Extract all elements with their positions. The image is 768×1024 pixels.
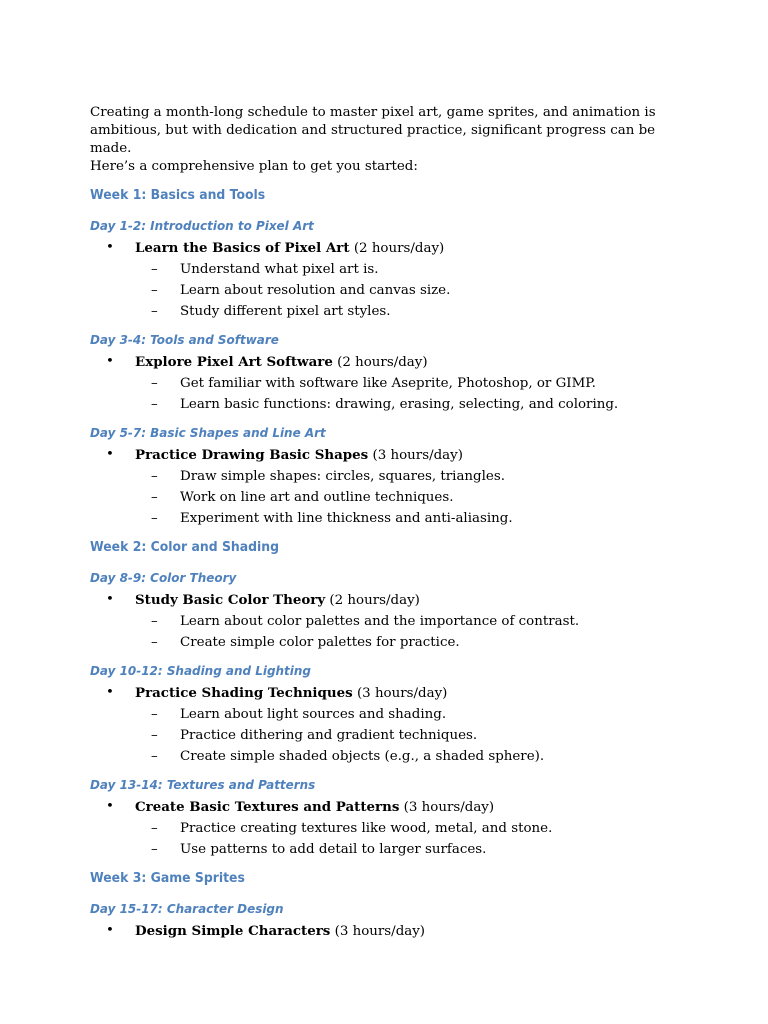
dash-icon: – — [151, 304, 158, 319]
day-heading: Day 3-4: Tools and Software — [90, 332, 279, 347]
sub-item — [90, 375, 690, 393]
task-hours: (3 hours/day) — [372, 448, 463, 463]
task-title: Learn the Basics of Pixel Art — [135, 240, 350, 256]
dash-icon: – — [151, 821, 158, 836]
sub-item-text: Work on line art and outline techniques. — [180, 490, 454, 505]
intro-paragraph — [90, 104, 690, 176]
task-hours: (2 hours/day) — [353, 241, 445, 256]
sub-item-text: Draw simple shapes: circles, squares, triangles. — [180, 469, 505, 484]
intro-line: Creating a month-long schedule to master pixel art, game sprites, and animation is — [90, 105, 656, 120]
task-hours: (3 hours/day) — [334, 924, 426, 939]
week-heading: Week 3: Game Sprites — [90, 870, 245, 886]
task-title: Practice Shading Techniques — [135, 685, 353, 701]
bullet-icon: • — [106, 799, 114, 814]
sub-item-text: Use patterns to add detail to larger surfaces. — [180, 842, 487, 857]
day-section — [90, 662, 690, 766]
document-page — [90, 104, 690, 941]
bullet-icon: • — [106, 240, 114, 255]
task-bullet — [90, 353, 690, 372]
day-section — [90, 217, 690, 321]
dash-icon: – — [151, 262, 158, 277]
dash-icon: – — [151, 614, 158, 629]
dash-icon: – — [151, 469, 158, 484]
day-section — [90, 569, 690, 652]
day-heading: Day 1-2: Introduction to Pixel Art — [90, 218, 314, 233]
sub-item — [90, 706, 690, 724]
day-heading: Day 5-7: Basic Shapes and Line Art — [90, 425, 326, 440]
bullet-icon: • — [106, 685, 114, 700]
sub-item-text: Create simple color palettes for practice. — [180, 635, 460, 650]
sub-item-text: Study different pixel art styles. — [180, 304, 391, 319]
dash-icon: – — [151, 283, 158, 298]
task-title: Explore Pixel Art Software — [135, 354, 333, 370]
task-bullet — [90, 446, 690, 465]
dash-icon: – — [151, 842, 158, 857]
task-title: Practice Drawing Basic Shapes — [135, 447, 369, 463]
sub-item-text: Understand what pixel art is. — [180, 262, 379, 277]
day-heading: Day 8-9: Color Theory — [90, 570, 237, 585]
task-bullet — [90, 798, 690, 817]
sub-item-text: Learn about light sources and shading. — [180, 707, 447, 722]
dash-icon: – — [151, 635, 158, 650]
task-hours: (2 hours/day) — [329, 593, 420, 608]
task-hours: (2 hours/day) — [337, 355, 428, 370]
bullet-icon: • — [106, 923, 114, 938]
sub-item — [90, 261, 690, 279]
sub-item-text: Learn about resolution and canvas size. — [180, 283, 451, 298]
dash-icon: – — [151, 707, 158, 722]
dash-icon: – — [151, 728, 158, 743]
sub-item — [90, 282, 690, 300]
sub-item — [90, 303, 690, 321]
task-bullet — [90, 922, 690, 941]
sub-item — [90, 396, 690, 414]
task-bullet — [90, 684, 690, 703]
bullet-icon: • — [106, 447, 114, 462]
task-title: Design Simple Characters — [135, 923, 331, 939]
day-section — [90, 776, 690, 859]
task-hours: (3 hours/day) — [356, 686, 448, 701]
day-heading: Day 15-17: Character Design — [90, 901, 284, 916]
dash-icon: – — [151, 490, 158, 505]
day-heading: Day 13-14: Textures and Patterns — [90, 777, 316, 792]
task-bullet — [90, 239, 690, 258]
sub-item-text: Create simple shaded objects (e.g., a shaded sphere). — [180, 749, 545, 764]
day-section — [90, 900, 690, 941]
bullet-icon: • — [106, 354, 114, 369]
task-bullet — [90, 591, 690, 610]
sub-item — [90, 748, 690, 766]
day-section — [90, 424, 690, 528]
sub-item-text: Learn basic functions: drawing, erasing, selecting, and coloring. — [180, 397, 619, 412]
week-section — [90, 186, 690, 528]
week-section — [90, 869, 690, 941]
dash-icon: – — [151, 376, 158, 391]
week-section — [90, 538, 690, 859]
sub-item-text: Learn about color palettes and the importance of contrast. — [180, 614, 580, 629]
task-title: Create Basic Textures and Patterns — [135, 799, 400, 815]
task-title: Study Basic Color Theory — [135, 592, 326, 608]
sub-item-text: Practice creating textures like wood, metal, and stone. — [180, 821, 553, 836]
sub-item-text: Get familiar with software like Aseprite, Photoshop, or GIMP. — [180, 376, 596, 391]
week-heading: Week 1: Basics and Tools — [90, 187, 266, 203]
sub-item — [90, 841, 690, 859]
day-heading: Day 10-12: Shading and Lighting — [90, 663, 311, 678]
task-hours: (3 hours/day) — [403, 800, 495, 815]
sub-item-text: Experiment with line thickness and anti-aliasing. — [180, 511, 513, 526]
sub-item — [90, 489, 690, 507]
sub-item — [90, 613, 690, 631]
sub-item-text: Practice dithering and gradient techniques. — [180, 728, 478, 743]
sub-item — [90, 468, 690, 486]
bullet-icon: • — [106, 592, 114, 607]
sub-item — [90, 634, 690, 652]
intro-line: ambitious, but with dedication and structured practice, significant progress can be made. — [90, 123, 656, 156]
sub-item — [90, 510, 690, 528]
intro-line: Here’s a comprehensive plan to get you started: — [90, 159, 418, 174]
dash-icon: – — [151, 511, 158, 526]
day-section — [90, 331, 690, 414]
week-heading: Week 2: Color and Shading — [90, 539, 280, 555]
dash-icon: – — [151, 749, 158, 764]
dash-icon: – — [151, 397, 158, 412]
sub-item — [90, 727, 690, 745]
sub-item — [90, 820, 690, 838]
